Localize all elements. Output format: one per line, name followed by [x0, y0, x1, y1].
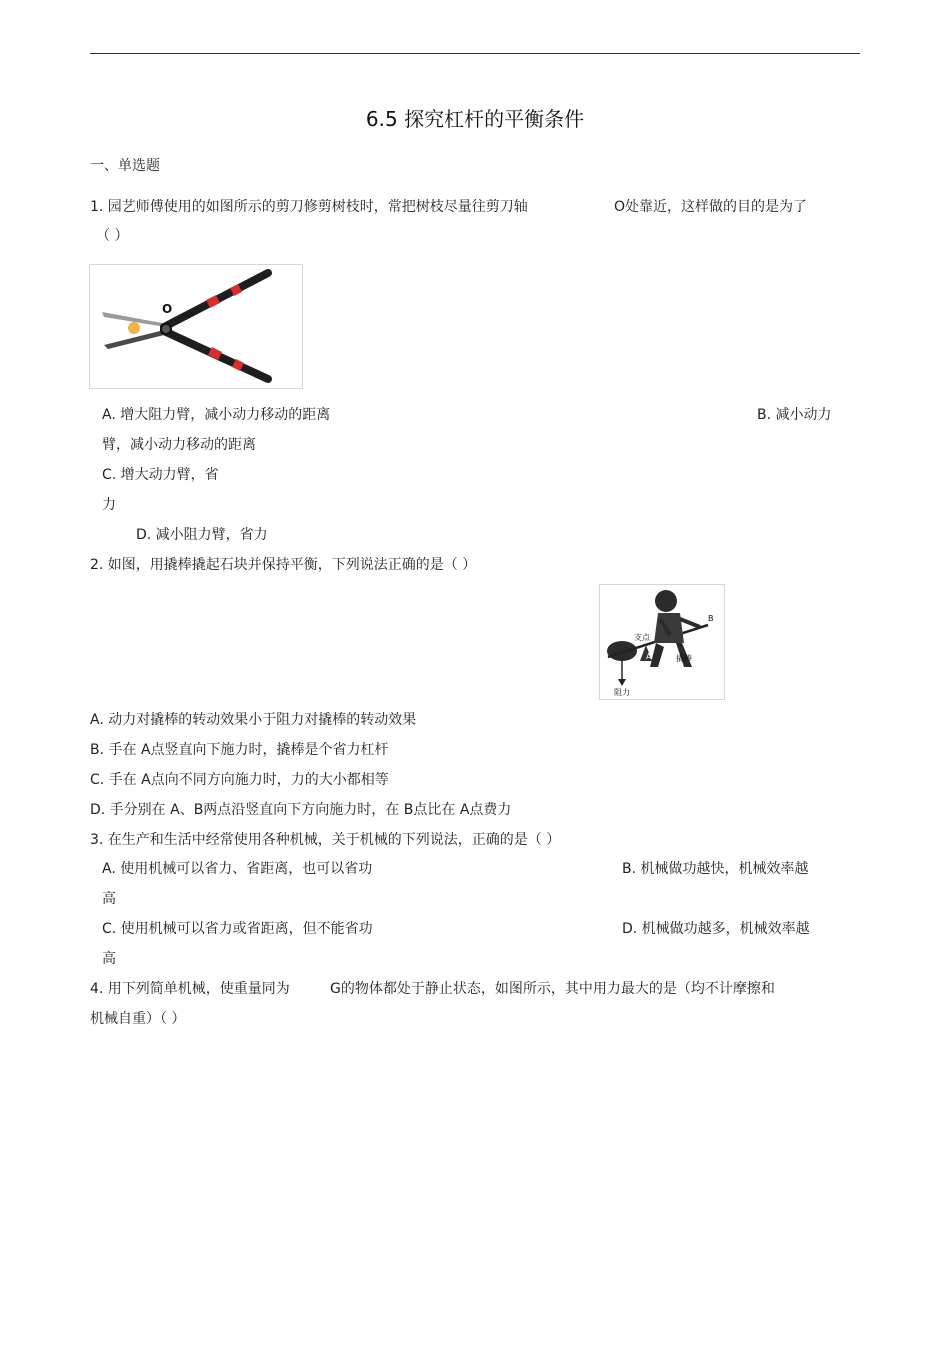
q1-option-d: D. 减小阻力臂，省力	[136, 527, 268, 543]
resistance-label: 阻力	[614, 688, 630, 697]
q1-option-a: A. 增大阻力臂，减小动力移动的距离	[102, 407, 331, 423]
q3-option-d-part1: D. 机械做功越多，机械效率越	[622, 921, 810, 937]
q3-option-c: C. 使用机械可以省力或省距离，但不能省功	[102, 921, 373, 937]
q4-stem-part2: G的物体都处于静止状态，如图所示，其中用力最大的是（均不计摩擦和	[330, 981, 775, 997]
pivot-label: O	[162, 302, 173, 316]
top-rule	[90, 53, 860, 54]
section-heading: 一、单选题	[90, 158, 160, 174]
q4-stem-part1: 4. 用下列简单机械，使重量同为	[90, 981, 290, 997]
q1-option-c-part1: C. 增大动力臂，省	[102, 467, 219, 483]
q2-option-a: A. 动力对撬棒的转动效果小于阻力对撬棒的转动效果	[90, 712, 417, 728]
crowbar-label: 撬棒	[676, 654, 692, 663]
q2-crowbar-figure	[599, 584, 725, 700]
q4-stem-part3: 机械自重）（ ）	[90, 1011, 186, 1027]
q2-option-c: C. 手在 A点向不同方向施力时，力的大小都相等	[90, 772, 389, 788]
q1-stem-part1: 1. 园艺师傅使用的如图所示的剪刀修剪树枝时，常把树枝尽量往剪刀轴	[90, 199, 528, 215]
fulcrum-label: 支点	[634, 633, 650, 642]
q1-option-b-part1: B. 减小动力	[757, 407, 832, 423]
q3-option-b-part2: 高	[102, 891, 116, 907]
q1-option-b-part2: 臂，减小动力移动的距离	[102, 437, 256, 453]
q1-answer-blank: （ ）	[96, 228, 129, 244]
q1-shears-figure	[89, 264, 303, 389]
point-b-label: B	[708, 614, 714, 623]
q3-option-a: A. 使用机械可以省力、省距离，也可以省功	[102, 861, 373, 877]
q1-option-c-part2: 力	[102, 497, 116, 513]
page-title: 6.5 探究杠杆的平衡条件	[365, 107, 585, 131]
q2-option-d: D. 手分别在 A、B两点沿竖直向下方向施力时，在 B点比在 A点费力	[90, 802, 512, 818]
q3-option-d-part2: 高	[102, 951, 116, 967]
q3-option-b-part1: B. 机械做功越快，机械效率越	[622, 861, 809, 877]
point-a-label: A	[646, 652, 652, 661]
q2-option-b: B. 手在 A点竖直向下施力时，撬棒是个省力杠杆	[90, 742, 389, 758]
q2-stem: 2. 如图，用撬棒撬起石块并保持平衡，下列说法正确的是（ ）	[90, 557, 477, 573]
crowbar-image	[600, 585, 724, 699]
shears-image	[90, 265, 302, 388]
q3-stem: 3. 在生产和生活中经常使用各种机械，关于机械的下列说法，正确的是（ ）	[90, 832, 561, 848]
q1-stem-part2: O处靠近，这样做的目的是为了	[614, 199, 808, 215]
